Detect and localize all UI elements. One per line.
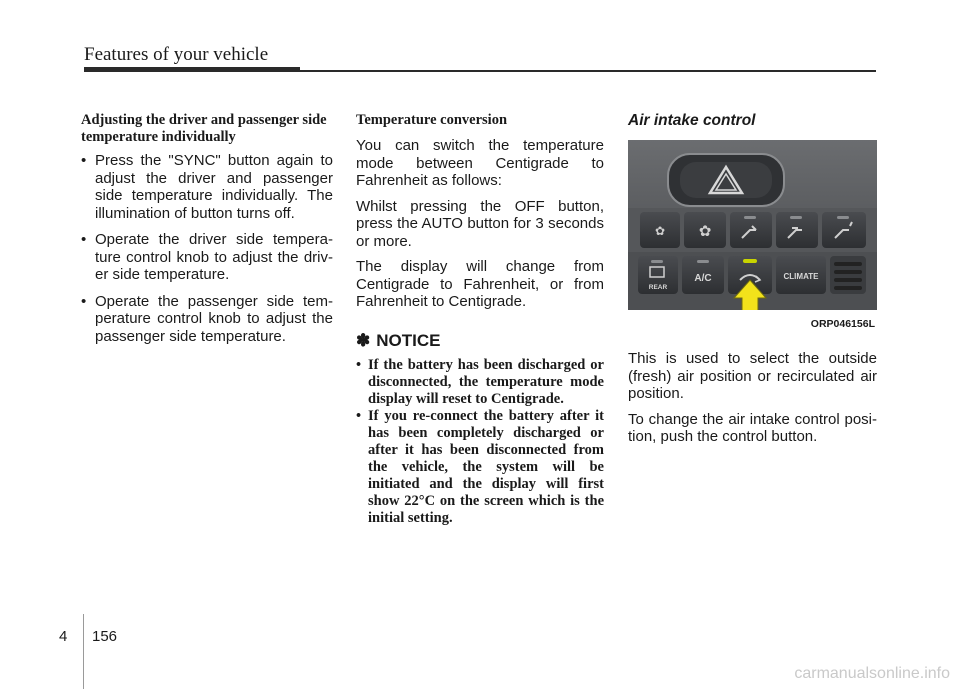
svg-text:✿: ✿ — [654, 224, 666, 238]
section-heading-temp-conversion: Temperature conversion — [356, 112, 508, 128]
notice-heading — [356, 331, 604, 351]
grille-icon — [830, 256, 866, 294]
fan-low-icon[interactable] — [640, 212, 680, 248]
paragraph: You can switch the temperature mode between Centigrade to Fahrenheit as follows: — [356, 137, 604, 189]
paragraph: This is used to select the outside (fresh) air position or recirculated air position. — [628, 350, 877, 402]
climate-panel-illustration — [628, 140, 877, 338]
notice-list — [356, 357, 604, 527]
vent-floor-defrost-icon[interactable] — [822, 212, 866, 248]
bullet-list — [81, 152, 333, 345]
watermark: carmanualsonline.info — [794, 665, 950, 682]
vent-face-icon[interactable] — [730, 212, 772, 248]
figure-caption-area — [628, 310, 877, 338]
paragraph: The display will change from Centigrade to Fahrenheit, or from Fahrenheit to Centigrade. — [356, 258, 604, 310]
page-number: 156 — [92, 628, 118, 645]
list-item: • Press the "SYNC" button again to adjust the driver and passenger side temperature individually. The illumination of button turns off. — [81, 152, 333, 222]
climate-button[interactable] — [776, 256, 826, 294]
ac-button-label: A/C — [694, 273, 712, 284]
climate-control-figure — [628, 140, 877, 338]
svg-text:✿: ✿ — [698, 222, 712, 240]
column-right — [628, 112, 877, 446]
figure-caption: ORP046156L — [810, 318, 875, 330]
section-heading-individual-temp: Adjusting the driver and passenger side temperature individually — [81, 112, 327, 145]
paragraph: Whilst pressing the OFF button, press the AUTO button for 3 seconds or more. — [356, 197, 604, 250]
ac-button[interactable] — [682, 256, 724, 294]
fan-high-icon[interactable] — [684, 212, 726, 248]
rear-button-label: REAR — [648, 284, 668, 291]
list-item: • If you re-connect the battery after it has been completely discharged or after it has been disconnected from the vehicle, the system will be initiated and the display will first show 22°C on the screen which is the initial setting. — [356, 408, 604, 527]
climate-button-label: CLIMATE — [783, 272, 819, 281]
notice-star-icon: ✽ — [356, 330, 371, 350]
vent-floor-icon[interactable] — [776, 212, 818, 248]
chapter-number: 4 — [59, 628, 68, 645]
page-number-divider — [83, 614, 84, 689]
header-rule-thin — [300, 70, 876, 72]
list-item: • If the battery has been discharged or disconnected, the temperature mode display will reset to Centigrade. — [356, 357, 604, 408]
list-item: • Operate the driver side tempera-ture control knob to adjust the driv-er side temperature. — [81, 231, 333, 284]
notice-title: NOTICE — [376, 330, 441, 350]
column-middle — [356, 112, 604, 527]
section-heading-air-intake: Air intake control — [628, 112, 756, 129]
header-title: Features of your vehicle — [84, 44, 269, 65]
list-item: • Operate the passenger side tem-perature control knob to adjust the passenger side temperature. — [81, 293, 333, 346]
hazard-icon[interactable] — [668, 154, 784, 206]
header-rule-thick — [84, 67, 300, 72]
paragraph: To change the air intake control posi-tion, push the control button. — [628, 410, 877, 445]
rear-defrost-icon[interactable] — [638, 256, 678, 294]
column-left — [81, 112, 333, 354]
